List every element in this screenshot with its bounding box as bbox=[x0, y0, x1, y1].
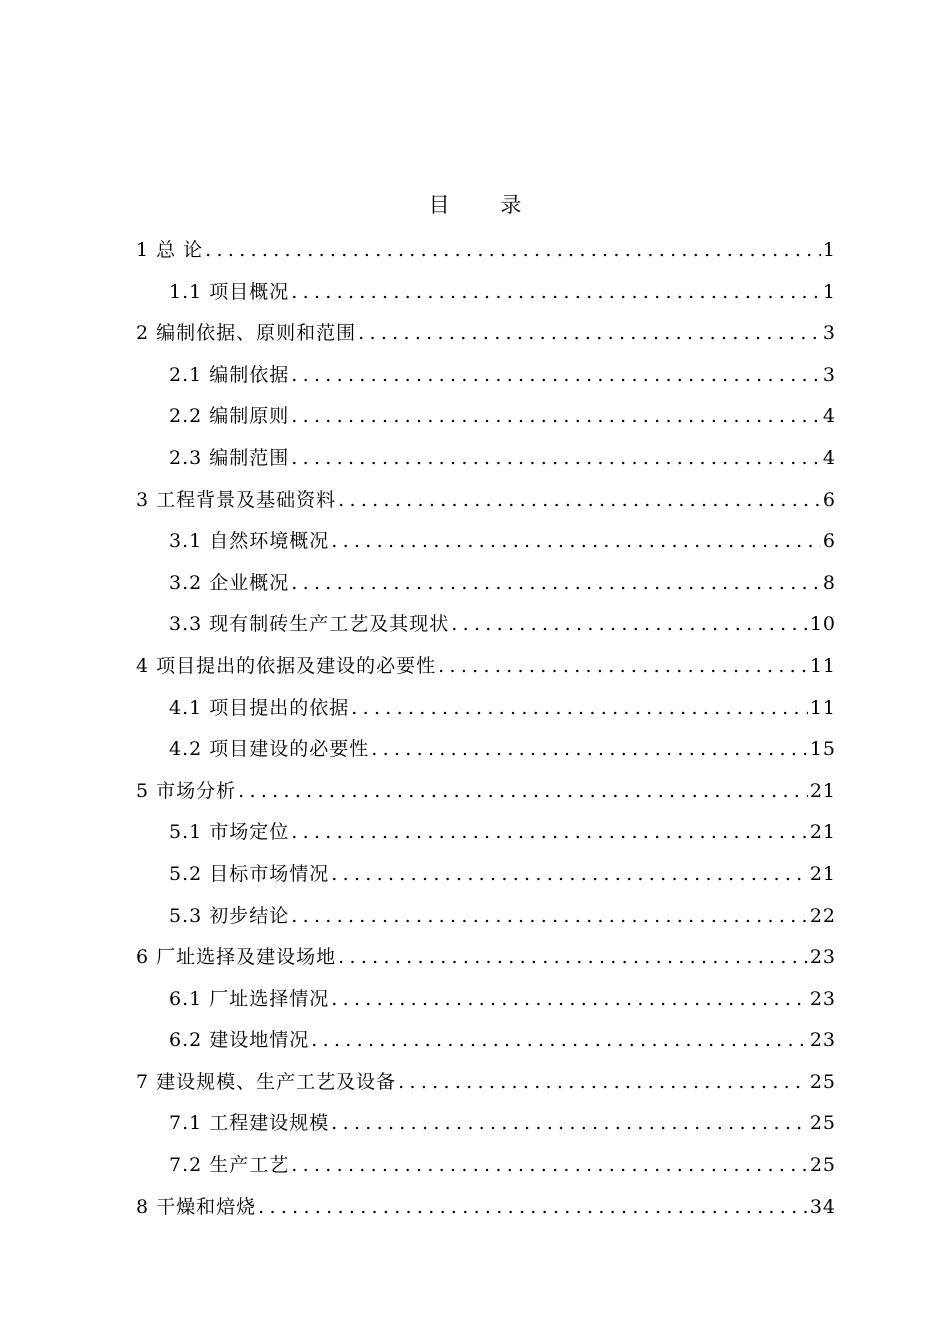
toc-entry-label: 3.2 企业概况 bbox=[169, 571, 290, 594]
toc-entry-page-number: 3 bbox=[822, 363, 836, 386]
toc-entry-page-number: 3 bbox=[822, 322, 836, 345]
toc-section-entry[interactable] bbox=[136, 1062, 836, 1104]
toc-entry-label: 5.2 目标市场情况 bbox=[169, 862, 330, 885]
table-of-contents bbox=[136, 230, 836, 1228]
toc-dot-leader bbox=[438, 646, 808, 688]
toc-subsection-entry[interactable] bbox=[136, 729, 836, 771]
toc-entry-page-number: 11 bbox=[809, 654, 836, 677]
toc-entry-label: 4 项目提出的依据及建设的必要性 bbox=[136, 654, 437, 677]
toc-dot-leader bbox=[291, 896, 808, 938]
toc-dot-leader bbox=[291, 272, 821, 314]
toc-dot-leader bbox=[351, 688, 808, 730]
toc-subsection-entry[interactable] bbox=[136, 1020, 836, 1062]
toc-entry-label: 7.1 工程建设规模 bbox=[169, 1112, 330, 1135]
toc-entry-page-number: 21 bbox=[809, 862, 836, 885]
toc-entry-label: 2.3 编制范围 bbox=[169, 446, 290, 469]
toc-entry-label: 1.1 项目概况 bbox=[169, 280, 290, 303]
toc-section-entry[interactable] bbox=[136, 313, 836, 355]
toc-dot-leader bbox=[398, 1062, 808, 1104]
toc-section-entry[interactable] bbox=[136, 937, 836, 979]
toc-entry-page-number: 11 bbox=[809, 696, 836, 719]
toc-entry-label: 3 工程背景及基础资料 bbox=[136, 488, 337, 511]
toc-entry-label: 7 建设规模、生产工艺及设备 bbox=[136, 1070, 397, 1093]
toc-section-entry[interactable] bbox=[136, 771, 836, 813]
toc-entry-label: 3.1 自然环境概况 bbox=[169, 530, 330, 553]
toc-subsection-entry[interactable] bbox=[136, 812, 836, 854]
toc-entry-page-number: 4 bbox=[822, 446, 836, 469]
toc-subsection-entry[interactable] bbox=[136, 979, 836, 1021]
toc-subsection-entry[interactable] bbox=[136, 604, 836, 646]
toc-subsection-entry[interactable] bbox=[136, 396, 836, 438]
toc-entry-page-number: 23 bbox=[809, 1029, 836, 1052]
toc-dot-leader bbox=[331, 854, 808, 896]
toc-entry-page-number: 1 bbox=[822, 239, 836, 261]
toc-dot-leader bbox=[338, 480, 821, 522]
toc-dot-leader bbox=[311, 1020, 808, 1062]
toc-entry-label: 4.2 项目建设的必要性 bbox=[169, 738, 370, 761]
toc-subsection-entry[interactable] bbox=[136, 1145, 836, 1187]
toc-dot-leader bbox=[238, 771, 808, 813]
toc-entry-label: 2.1 编制依据 bbox=[169, 363, 290, 386]
toc-dot-leader bbox=[451, 604, 808, 646]
toc-entry-label: 6.2 建设地情况 bbox=[169, 1029, 310, 1052]
toc-dot-leader bbox=[371, 729, 808, 771]
toc-section-entry[interactable] bbox=[136, 646, 836, 688]
toc-entry-label: 5.3 初步结论 bbox=[169, 904, 290, 927]
toc-entry-page-number: 4 bbox=[822, 405, 836, 428]
toc-subsection-entry[interactable] bbox=[136, 438, 836, 480]
toc-entry-page-number: 8 bbox=[822, 571, 836, 594]
toc-subsection-entry[interactable] bbox=[136, 272, 836, 314]
toc-entry-page-number: 22 bbox=[809, 904, 836, 927]
toc-dot-leader bbox=[291, 1145, 808, 1187]
toc-entry-page-number: 25 bbox=[809, 1112, 836, 1135]
toc-dot-leader bbox=[291, 396, 821, 438]
toc-subsection-entry[interactable] bbox=[136, 688, 836, 730]
toc-entry-label: 2 编制依据、原则和范围 bbox=[136, 322, 357, 345]
toc-subsection-entry[interactable] bbox=[136, 896, 836, 938]
toc-section-entry[interactable] bbox=[136, 230, 836, 272]
toc-entry-page-number: 23 bbox=[809, 946, 836, 969]
toc-entry-page-number: 21 bbox=[809, 779, 836, 802]
toc-entry-page-number: 25 bbox=[809, 1154, 836, 1177]
toc-subsection-entry[interactable] bbox=[136, 854, 836, 896]
toc-title: 目 录 bbox=[428, 193, 544, 217]
toc-dot-leader bbox=[358, 313, 821, 355]
toc-entry-label: 7.2 生产工艺 bbox=[169, 1154, 290, 1177]
toc-entry-page-number: 6 bbox=[822, 530, 836, 553]
toc-subsection-entry[interactable] bbox=[136, 521, 836, 563]
toc-entry-label: 1 总 论 bbox=[136, 239, 204, 261]
toc-dot-leader bbox=[258, 1187, 808, 1229]
toc-entry-label: 6.1 厂址选择情况 bbox=[169, 987, 330, 1010]
toc-section-entry[interactable] bbox=[136, 480, 836, 522]
toc-subsection-entry[interactable] bbox=[136, 1103, 836, 1145]
toc-entry-page-number: 23 bbox=[809, 987, 836, 1010]
toc-section-entry[interactable] bbox=[136, 1187, 836, 1229]
toc-dot-leader bbox=[291, 563, 821, 605]
toc-entry-page-number: 1 bbox=[822, 280, 836, 303]
toc-subsection-entry[interactable] bbox=[136, 563, 836, 605]
toc-entry-label: 4.1 项目提出的依据 bbox=[169, 696, 350, 719]
toc-entry-page-number: 25 bbox=[809, 1070, 836, 1093]
toc-entry-page-number: 34 bbox=[809, 1195, 836, 1218]
toc-dot-leader bbox=[331, 521, 821, 563]
toc-entry-label: 5 市场分析 bbox=[136, 779, 237, 802]
toc-dot-leader bbox=[338, 937, 808, 979]
toc-entry-page-number: 15 bbox=[809, 738, 836, 761]
toc-entry-label: 8 干燥和焙烧 bbox=[136, 1195, 257, 1218]
toc-dot-leader bbox=[331, 979, 808, 1021]
toc-dot-leader bbox=[291, 438, 821, 480]
toc-dot-leader bbox=[331, 1103, 808, 1145]
toc-entry-label: 5.1 市场定位 bbox=[169, 821, 290, 844]
toc-entry-page-number: 10 bbox=[809, 613, 836, 636]
toc-subsection-entry[interactable] bbox=[136, 355, 836, 397]
toc-entry-label: 3.3 现有制砖生产工艺及其现状 bbox=[169, 613, 450, 636]
toc-entry-page-number: 21 bbox=[809, 821, 836, 844]
toc-entry-page-number: 6 bbox=[822, 488, 836, 511]
toc-dot-leader bbox=[291, 812, 808, 854]
toc-entry-label: 2.2 编制原则 bbox=[169, 405, 290, 428]
toc-dot-leader bbox=[205, 230, 821, 272]
toc-entry-label: 6 厂址选择及建设场地 bbox=[136, 946, 337, 969]
toc-dot-leader bbox=[291, 355, 821, 397]
